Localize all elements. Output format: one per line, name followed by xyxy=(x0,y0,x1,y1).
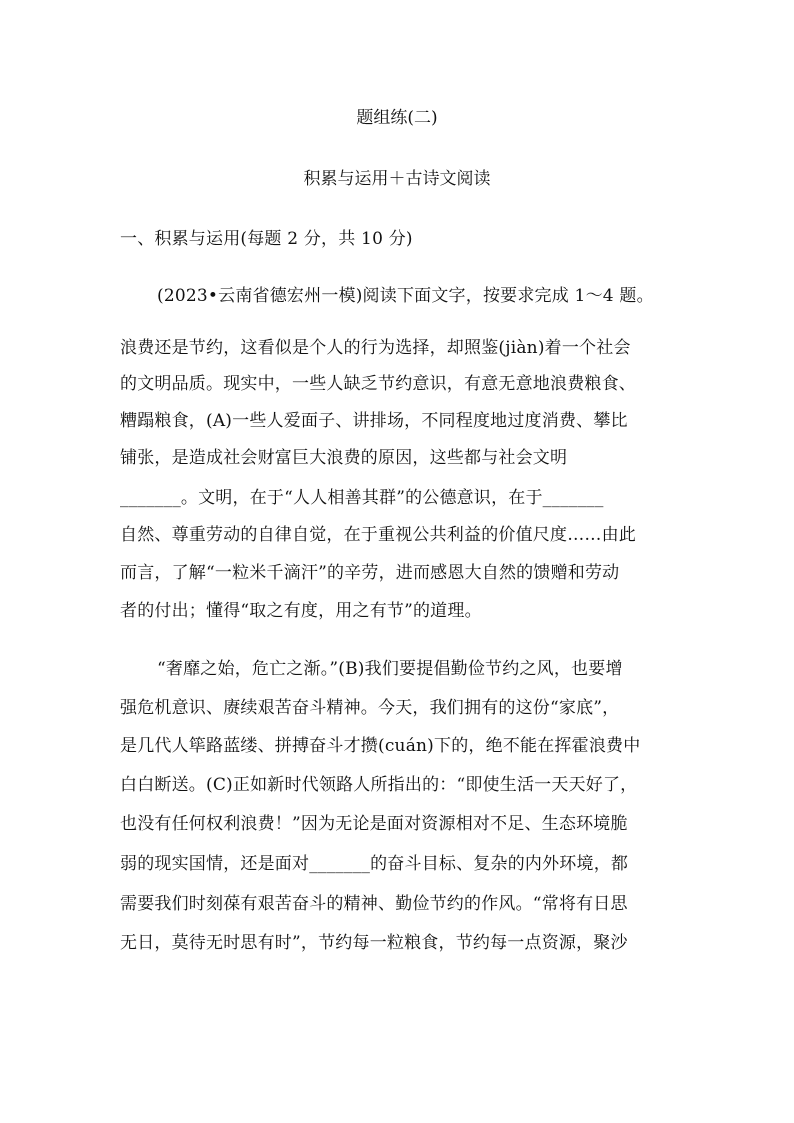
page-subtitle: 积累与运用＋古诗文阅读 xyxy=(303,169,491,189)
page-title: 题组练(二) xyxy=(356,108,438,128)
paragraph-line: 白白断送。(C)正如新时代领路人所指出的：“即使生活一天天好了， xyxy=(120,775,638,795)
paragraph-line: 强危机意识、赓续艰苦奋斗精神。今天，我们拥有的这份“家底”， xyxy=(120,698,620,718)
paragraph-line: 而言，了解“一粒米千滴汗”的辛劳，进而感恩大自然的馈赠和劳动 xyxy=(120,563,620,583)
source-instruction: (2023•云南省德宏州一模)阅读下面文字，按要求完成 1～4 题。 xyxy=(157,286,654,306)
paragraph-line: 需要我们时刻葆有艰苦奋斗的精神、勤俭节约的作风。“常将有日思 xyxy=(120,894,628,914)
paragraph-line: 的文明品质。现实中，一些人缺乏节约意识，有意无意地浪费粮食、 xyxy=(120,374,636,394)
paragraph-line: 无日，莫待无时思有时”，节约每一粒粮食，节约每一点资源，聚沙 xyxy=(120,933,628,953)
paragraph-line: 自然、尊重劳动的自律自觉，在于重视公共利益的价值尺度……由此 xyxy=(120,525,636,545)
paragraph-line: 也没有任何权利浪费！”因为无论是面对资源相对不足、生态环境脆 xyxy=(120,814,628,834)
paragraph-line: 糟蹋粮食，(A)一些人爱面子、讲排场，不同程度地过度消费、攀比 xyxy=(120,411,628,431)
paragraph-line: 铺张，是造成社会财富巨大浪费的原因，这些都与社会文明 xyxy=(120,448,568,468)
paragraph-line: 弱的现实国情，还是面对_______的奋斗目标、复杂的内外环境，都 xyxy=(120,854,629,874)
paragraph-line: “奢靡之始，危亡之渐。”(B)我们要提倡勤俭节约之风，也要增 xyxy=(157,659,623,679)
paragraph-line: 者的付出；懂得“取之有度，用之有节”的道理。 xyxy=(120,601,482,621)
paragraph-line: 浪费还是节约，这看似是个人的行为选择，却照鉴(jiàn)着一个社会 xyxy=(120,338,631,358)
section-heading: 一、积累与运用(每题 2 分，共 10 分) xyxy=(120,229,413,249)
paragraph-line: _______。文明，在于“人人相善其群”的公德意识，在于_______ xyxy=(120,488,604,508)
paragraph-line: 是几代人筚路蓝缕、拼搏奋斗才攒(cuán)下的，绝不能在挥霍浪费中 xyxy=(120,736,641,756)
